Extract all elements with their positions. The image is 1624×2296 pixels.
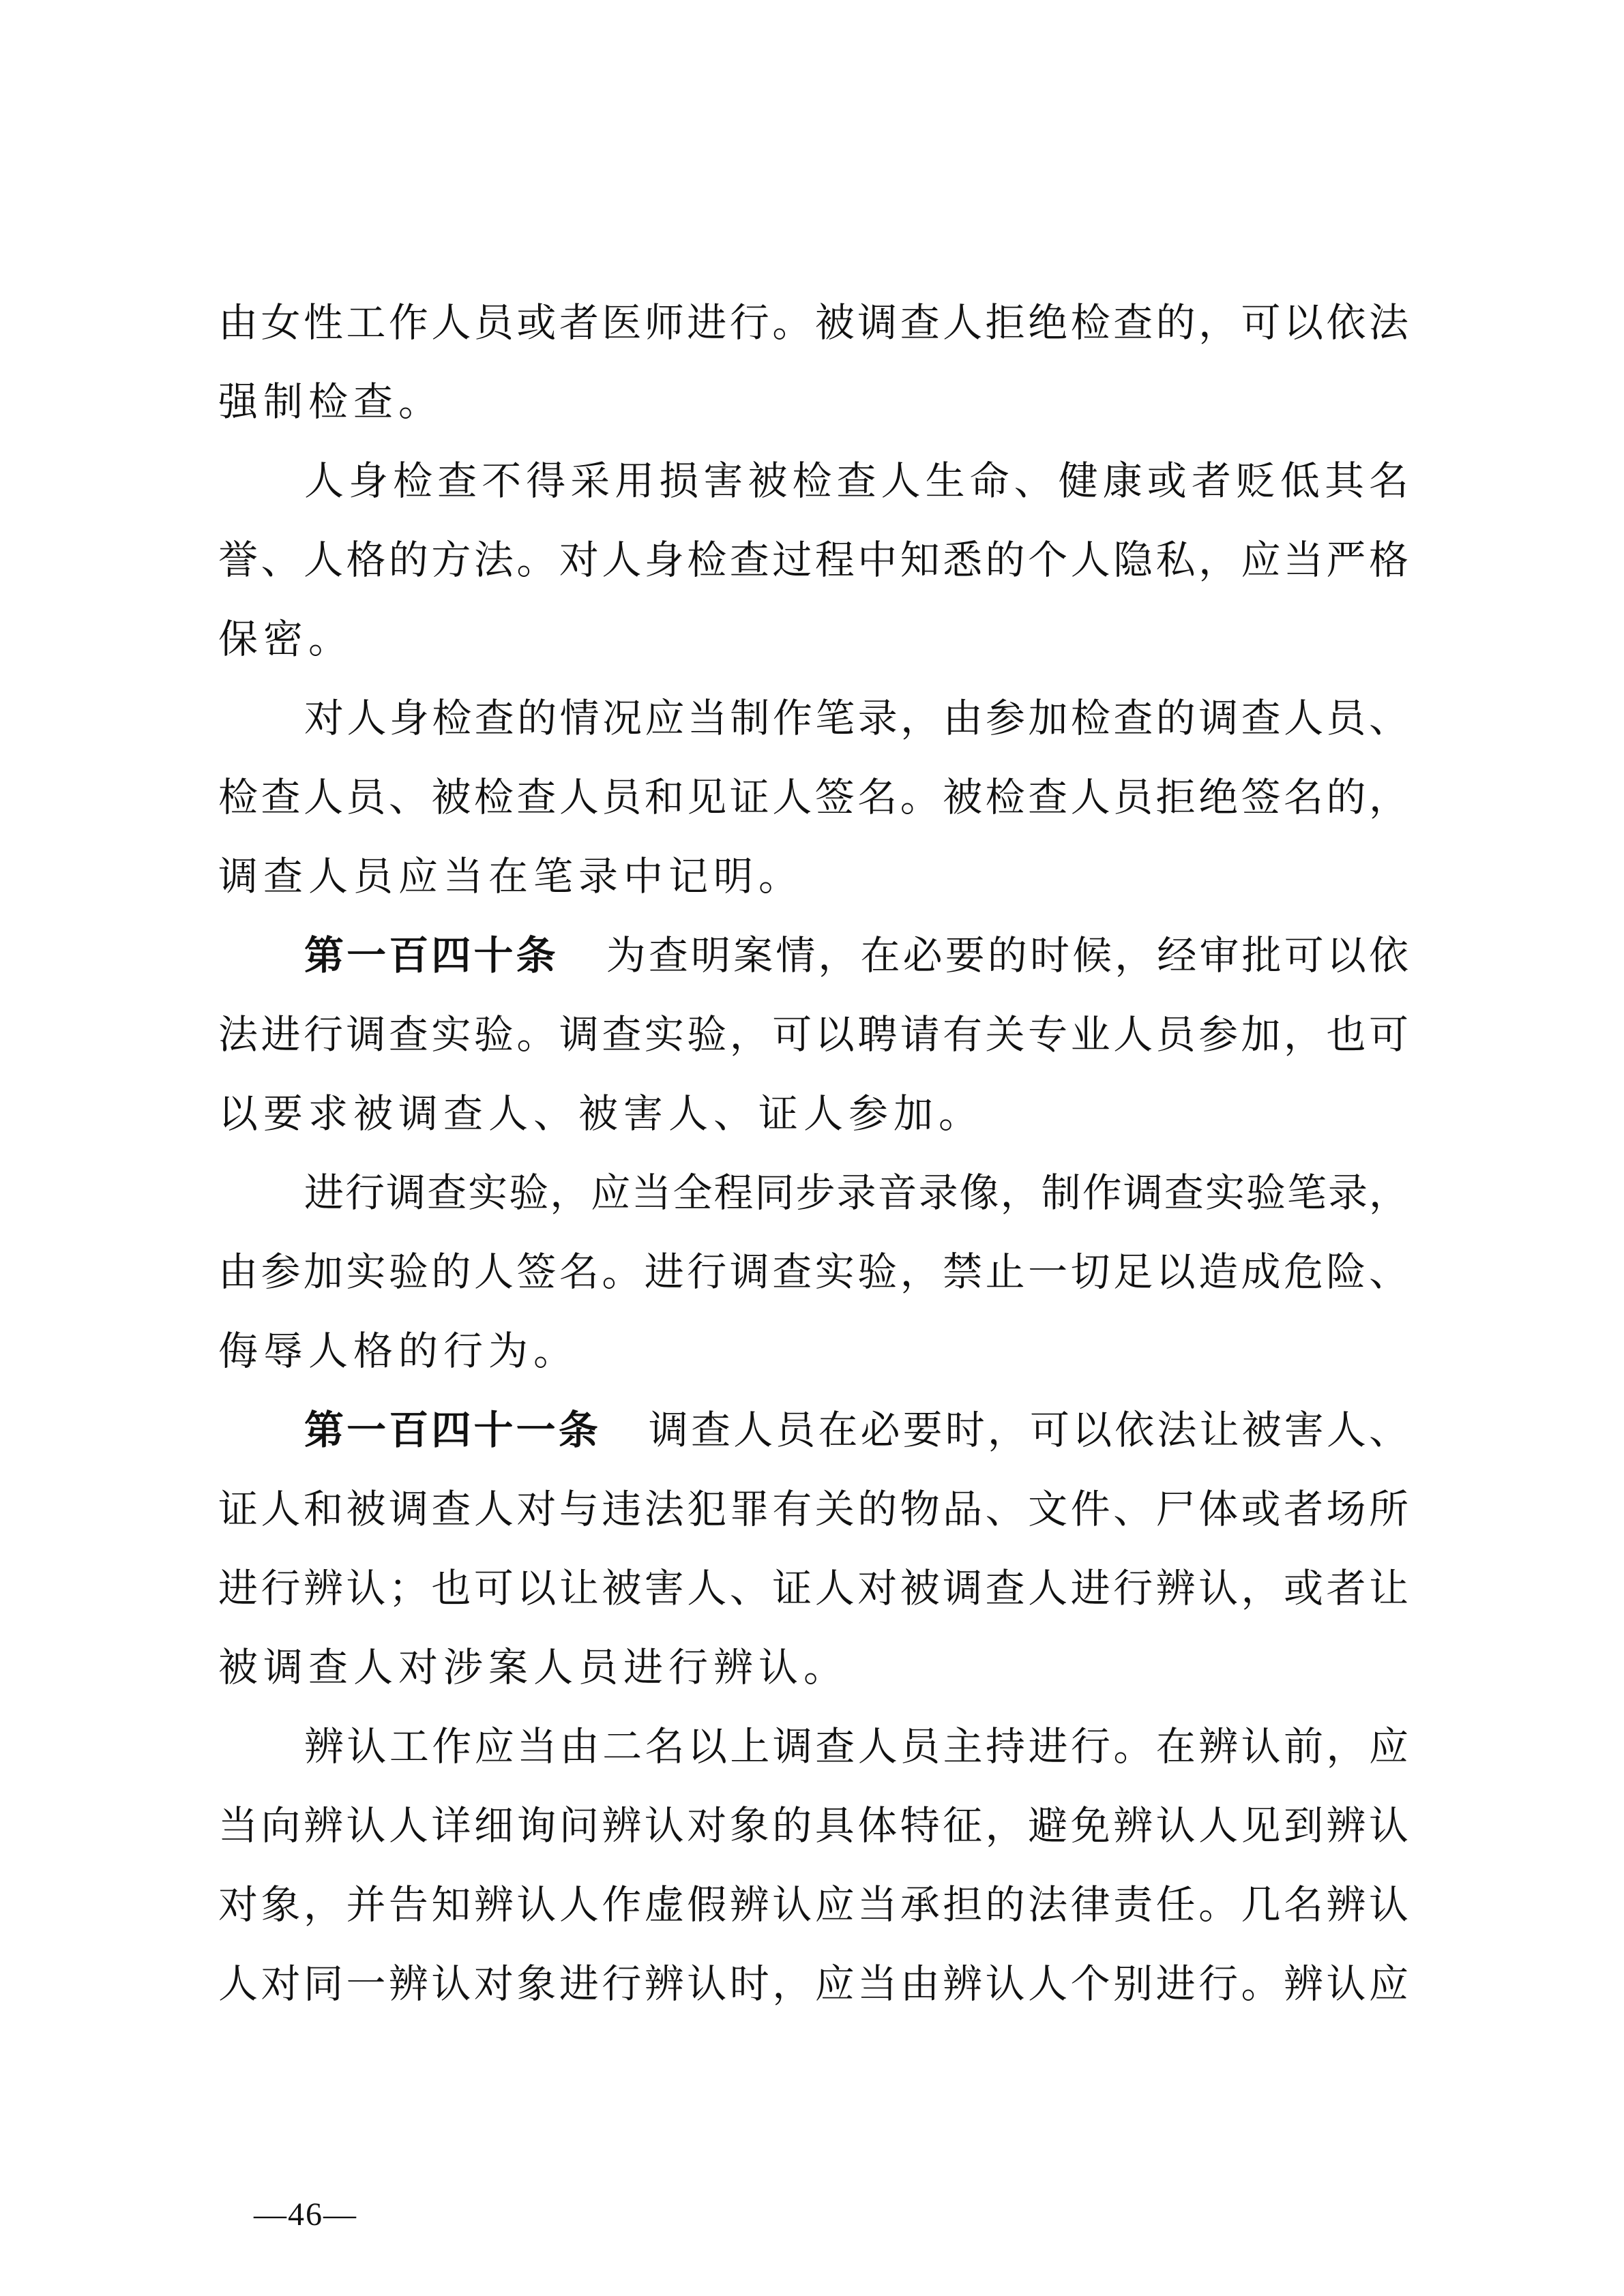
article-text: 调查人员在必要时，可以依法让被害人、 (648, 1407, 1408, 1453)
text-line: 侮辱人格的行为。 (218, 1328, 579, 1374)
text-line: 进行调查实验，应当全程同步录音录像，制作调查实验笔录， (304, 1169, 1408, 1216)
text-line: 由参加实验的人签名。进行调查实验，禁止一切足以造成危险、 (218, 1249, 1408, 1295)
paragraph-article-141 (218, 1390, 1408, 1707)
article-text: 为查明案情，在必要的时候，经审批可以依 (606, 932, 1408, 979)
text-line: 证人和被调查人对与违法犯罪有关的物品、文件、尸体或者场所 (218, 1486, 1408, 1532)
paragraph (218, 679, 1408, 916)
text-line: 当向辨认人详细询问辨认对象的具体特征，避免辨认人见到辨认 (218, 1802, 1408, 1849)
text-line: 强制检查。 (218, 378, 444, 425)
text-line: 法进行调查实验。调查实验，可以聘请有关专业人员参加，也可 (218, 1011, 1408, 1058)
text-line: 对象，并告知辨认人作虚假辨认应当承担的法律责任。几名辨认 (218, 1881, 1408, 1928)
page-number: —46— (254, 2196, 357, 2233)
text-line: 调查人员应当在笔录中记明。 (218, 853, 804, 899)
text-line: 誉、人格的方法。对人身检查过程中知悉的个人隐私，应当严格 (218, 537, 1408, 583)
text-line: 人对同一辨认对象进行辨认时，应当由辨认人个别进行。辨认应 (218, 1960, 1408, 2007)
article-heading: 第一百四十一条 (304, 1407, 601, 1453)
text-line: 由女性工作人员或者医师进行。被调查人拒绝检查的，可以依法 (218, 299, 1408, 346)
text-line: 对人身检查的情况应当制作笔录，由参加检查的调查人员、 (304, 695, 1408, 741)
text-line: 被调查人对涉案人员进行辨认。 (218, 1644, 849, 1690)
paragraph (218, 1153, 1408, 1390)
paragraph (218, 1707, 1408, 2023)
text-line (218, 1390, 1408, 1470)
text-line: 保密。 (218, 616, 354, 662)
text-line: 辨认工作应当由二名以上调查人员主持进行。在辨认前，应 (304, 1723, 1408, 1770)
document-body (218, 283, 1408, 2023)
text-line (218, 916, 1408, 995)
paragraph-article-140 (218, 916, 1408, 1153)
text-line: 人身检查不得采用损害被检查人生命、健康或者贬低其名 (304, 458, 1408, 504)
article-heading: 第一百四十条 (304, 932, 559, 979)
text-line: 以要求被调查人、被害人、证人参加。 (218, 1090, 984, 1137)
text-line: 检查人员、被检查人员和见证人签名。被检查人员拒绝签名的， (218, 774, 1408, 820)
text-line: 进行辨认；也可以让被害人、证人对被调查人进行辨认，或者让 (218, 1565, 1408, 1611)
paragraph (218, 283, 1408, 441)
paragraph (218, 441, 1408, 679)
